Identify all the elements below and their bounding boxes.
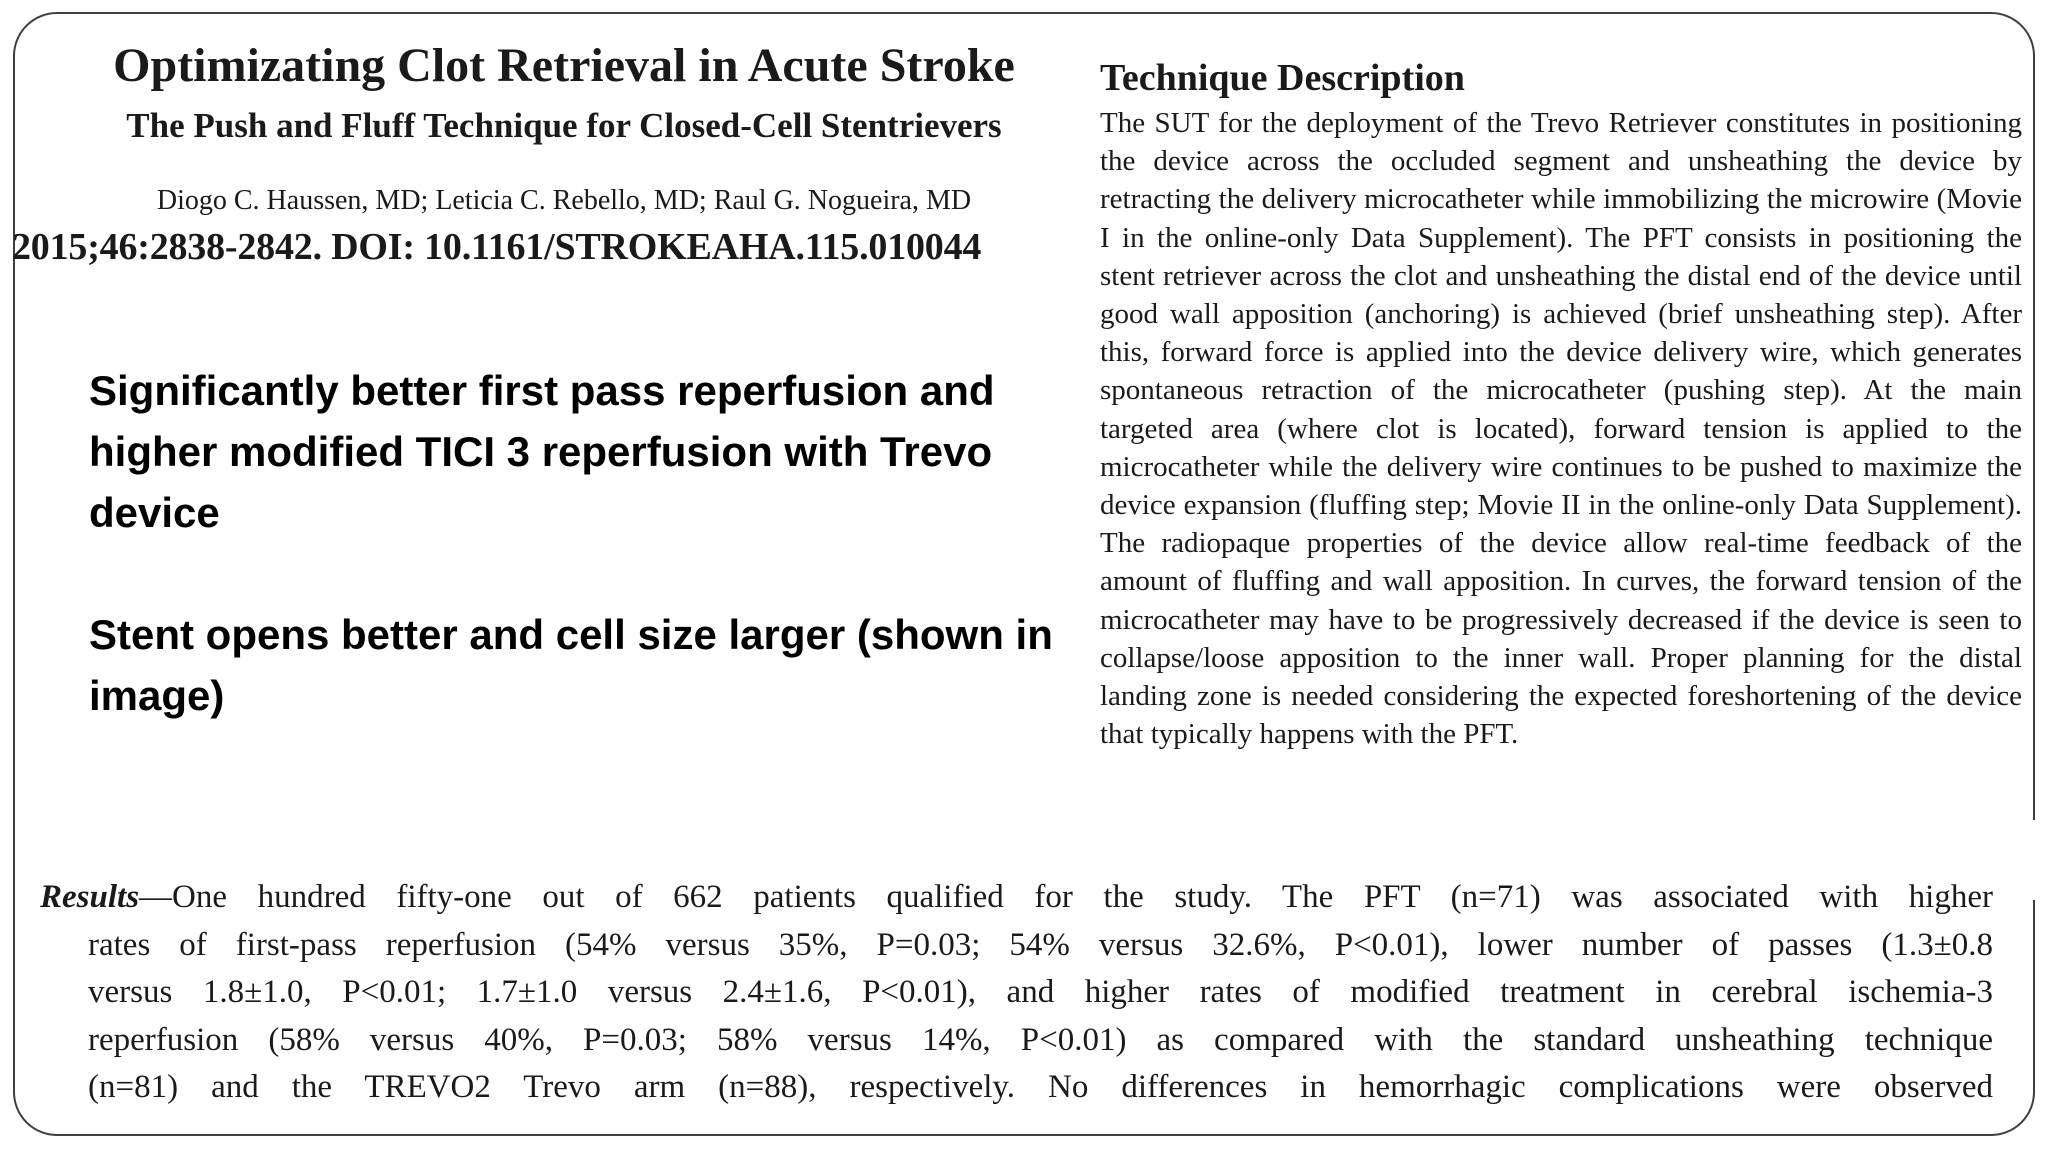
paper-doi: 2015;46:2838-2842. DOI: 10.1161/STROKEAHA.115.010044 — [12, 226, 982, 268]
results-line-2: rates of first-pass reperfusion (54% versus 35%, P=0.03; 54% versus 32.6%, P<0.01), lower number of passes (1.3±0.8 — [88, 926, 1993, 963]
technique-section — [1100, 56, 2022, 753]
frame-gap — [2020, 820, 2048, 900]
technique-heading: Technique Description — [1100, 57, 1465, 99]
results-section — [40, 874, 1993, 1112]
note-stent-opens: Stent opens better and cell size larger (shown in image) — [89, 611, 1053, 719]
results-line-3: versus 1.8±1.0, P<0.01; 1.7±1.0 versus 2.4±1.6, P<0.01), and higher rates of modified treatment in cerebral ischemia-3 — [88, 974, 1993, 1010]
results-line-4: reperfusion (58% versus 40%, P=0.03; 58% versus 14%, P<0.01) as compared with the standard unsheathing technique — [88, 1021, 1993, 1058]
note-first-pass: Significantly better first pass reperfusion and higher modified TICI 3 reperfusion with Trevo device — [89, 367, 995, 536]
slide-notes — [89, 360, 1069, 787]
technique-body: The SUT for the deployment of the Trevo Retriever constitutes in positioning the device across the occluded segment and unsheathing the device by retracting the delivery microcatheter while immobilizing the microwire (Movie I in the online-only Data Supplement). The PFT consists in positioning the stent retriever across the clot and unsheathing the distal end of the device until good wall apposition (anchoring) is achieved (brief unsheathing step). After this, forward force is applied into the device delivery wire, which generates spontaneous retraction of the microcatheter (pushing step). At the main targeted area (where clot is located), forward tension is applied to the microcatheter while the delivery wire continues to be pushed to maximize the device expansion (fluffing step; Movie II in the online-only Data Supplement). The radiopaque properties of the device allow real-time feedback of the amount of fluffing and wall apposition. In curves, the forward tension of the microcatheter may have to be progressively decreased if the device is seen to collapse/loose apposition to the inner wall. Proper planning for the distal landing zone is needed considering the expected foreshortening of the device that typically happens with the PFT. — [1100, 107, 2022, 751]
paper-title: Optimizating Clot Retrieval in Acute Stroke — [113, 39, 1015, 92]
results-label: Results — [40, 879, 140, 915]
paper-authors: Diogo C. Haussen, MD; Leticia C. Rebello, MD; Raul G. Nogueira, MD — [156, 185, 972, 216]
results-line-1 — [40, 874, 1993, 922]
paper-subtitle: The Push and Fluff Technique for Closed-Cell Stentrievers — [126, 106, 1002, 145]
results-line-5: (n=81) and the TREVO2 Trevo arm (n=88), respectively. No differences in hemorrhagic complications were observed — [88, 1069, 1993, 1105]
results-text-1: —One hundred fifty-one out of 662 patients qualified for the study. The PFT (n=71) was associated with higher — [139, 879, 1993, 915]
